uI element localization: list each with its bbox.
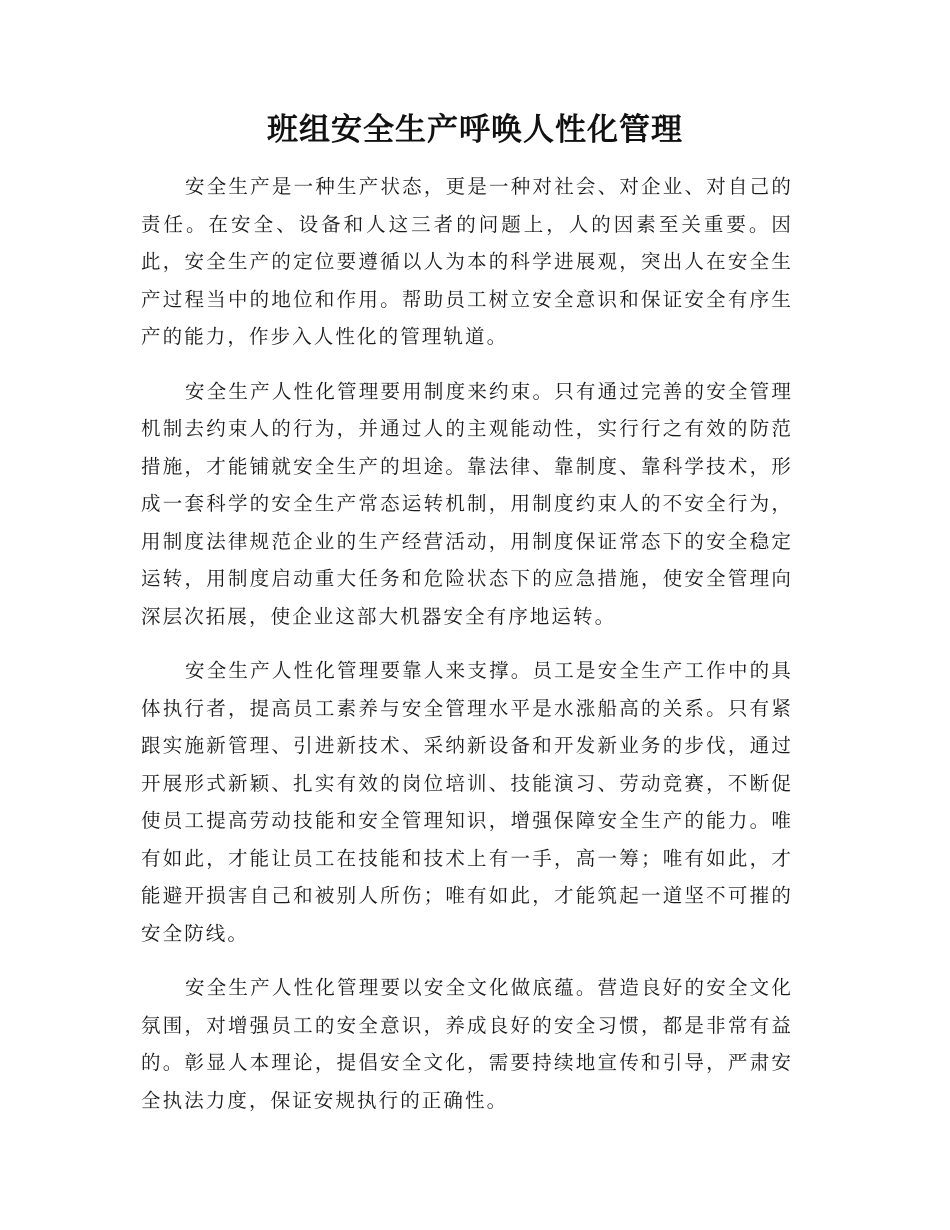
document-body [141, 168, 793, 1136]
document-title: 班组安全生产呼唤人性化管理 [267, 112, 683, 148]
paragraph-4: 安全生产人性化管理要以安全文化做底蕴。营造良好的安全文化氛围，对增强员工的安全意识，养成良好的安全习惯，都是非常有益的。彰显人本理论，提倡安全文化，需要持续地宣传和引导，严肃安全执法力度，保证安规执行的正确性。 [141, 976, 793, 1112]
paragraph-2: 安全生产人性化管理要用制度来约束。只有通过完善的安全管理机制去约束人的行为，并通过人的主观能动性，实行行之有效的防范措施，才能铺就安全生产的坦途。靠法律、靠制度、靠科学技术，形成一套科学的安全生产常态运转机制，用制度约束人的不安全行为，用制度法律规范企业的生产经营活动，用制度保证常态下的安全稳定运转，用制度启动重大任务和危险状态下的应急措施，使安全管理向深层次拓展，使企业这部大机器安全有序地运转。 [141, 379, 793, 628]
paragraph-3: 安全生产人性化管理要靠人来支撑。员工是安全生产工作中的具体执行者，提高员工素养与安全管理水平是水涨船高的关系。只有紧跟实施新管理、引进新技术、采纳新设备和开发新业务的步伐，通过开展形式新颖、扎实有效的岗位培训、技能演习、劳动竞赛，不断促使员工提高劳动技能和安全管理知识，增强保障安全生产的能力。唯有如此，才能让员工在技能和技术上有一手，高一筹；唯有如此，才能避开损害自己和被别人所伤；唯有如此，才能筑起一道坚不可摧的安全防线。 [141, 659, 793, 945]
paragraph-1: 安全生产是一种生产状态，更是一种对社会、对企业、对自己的责任。在安全、设备和人这三者的问题上，人的因素至关重要。因此，安全生产的定位要遵循以人为本的科学进展观，突出人在安全生产过程当中的地位和作用。帮助员工树立安全意识和保证安全有序生产的能力，作步入人性化的管理轨道。 [141, 175, 793, 348]
